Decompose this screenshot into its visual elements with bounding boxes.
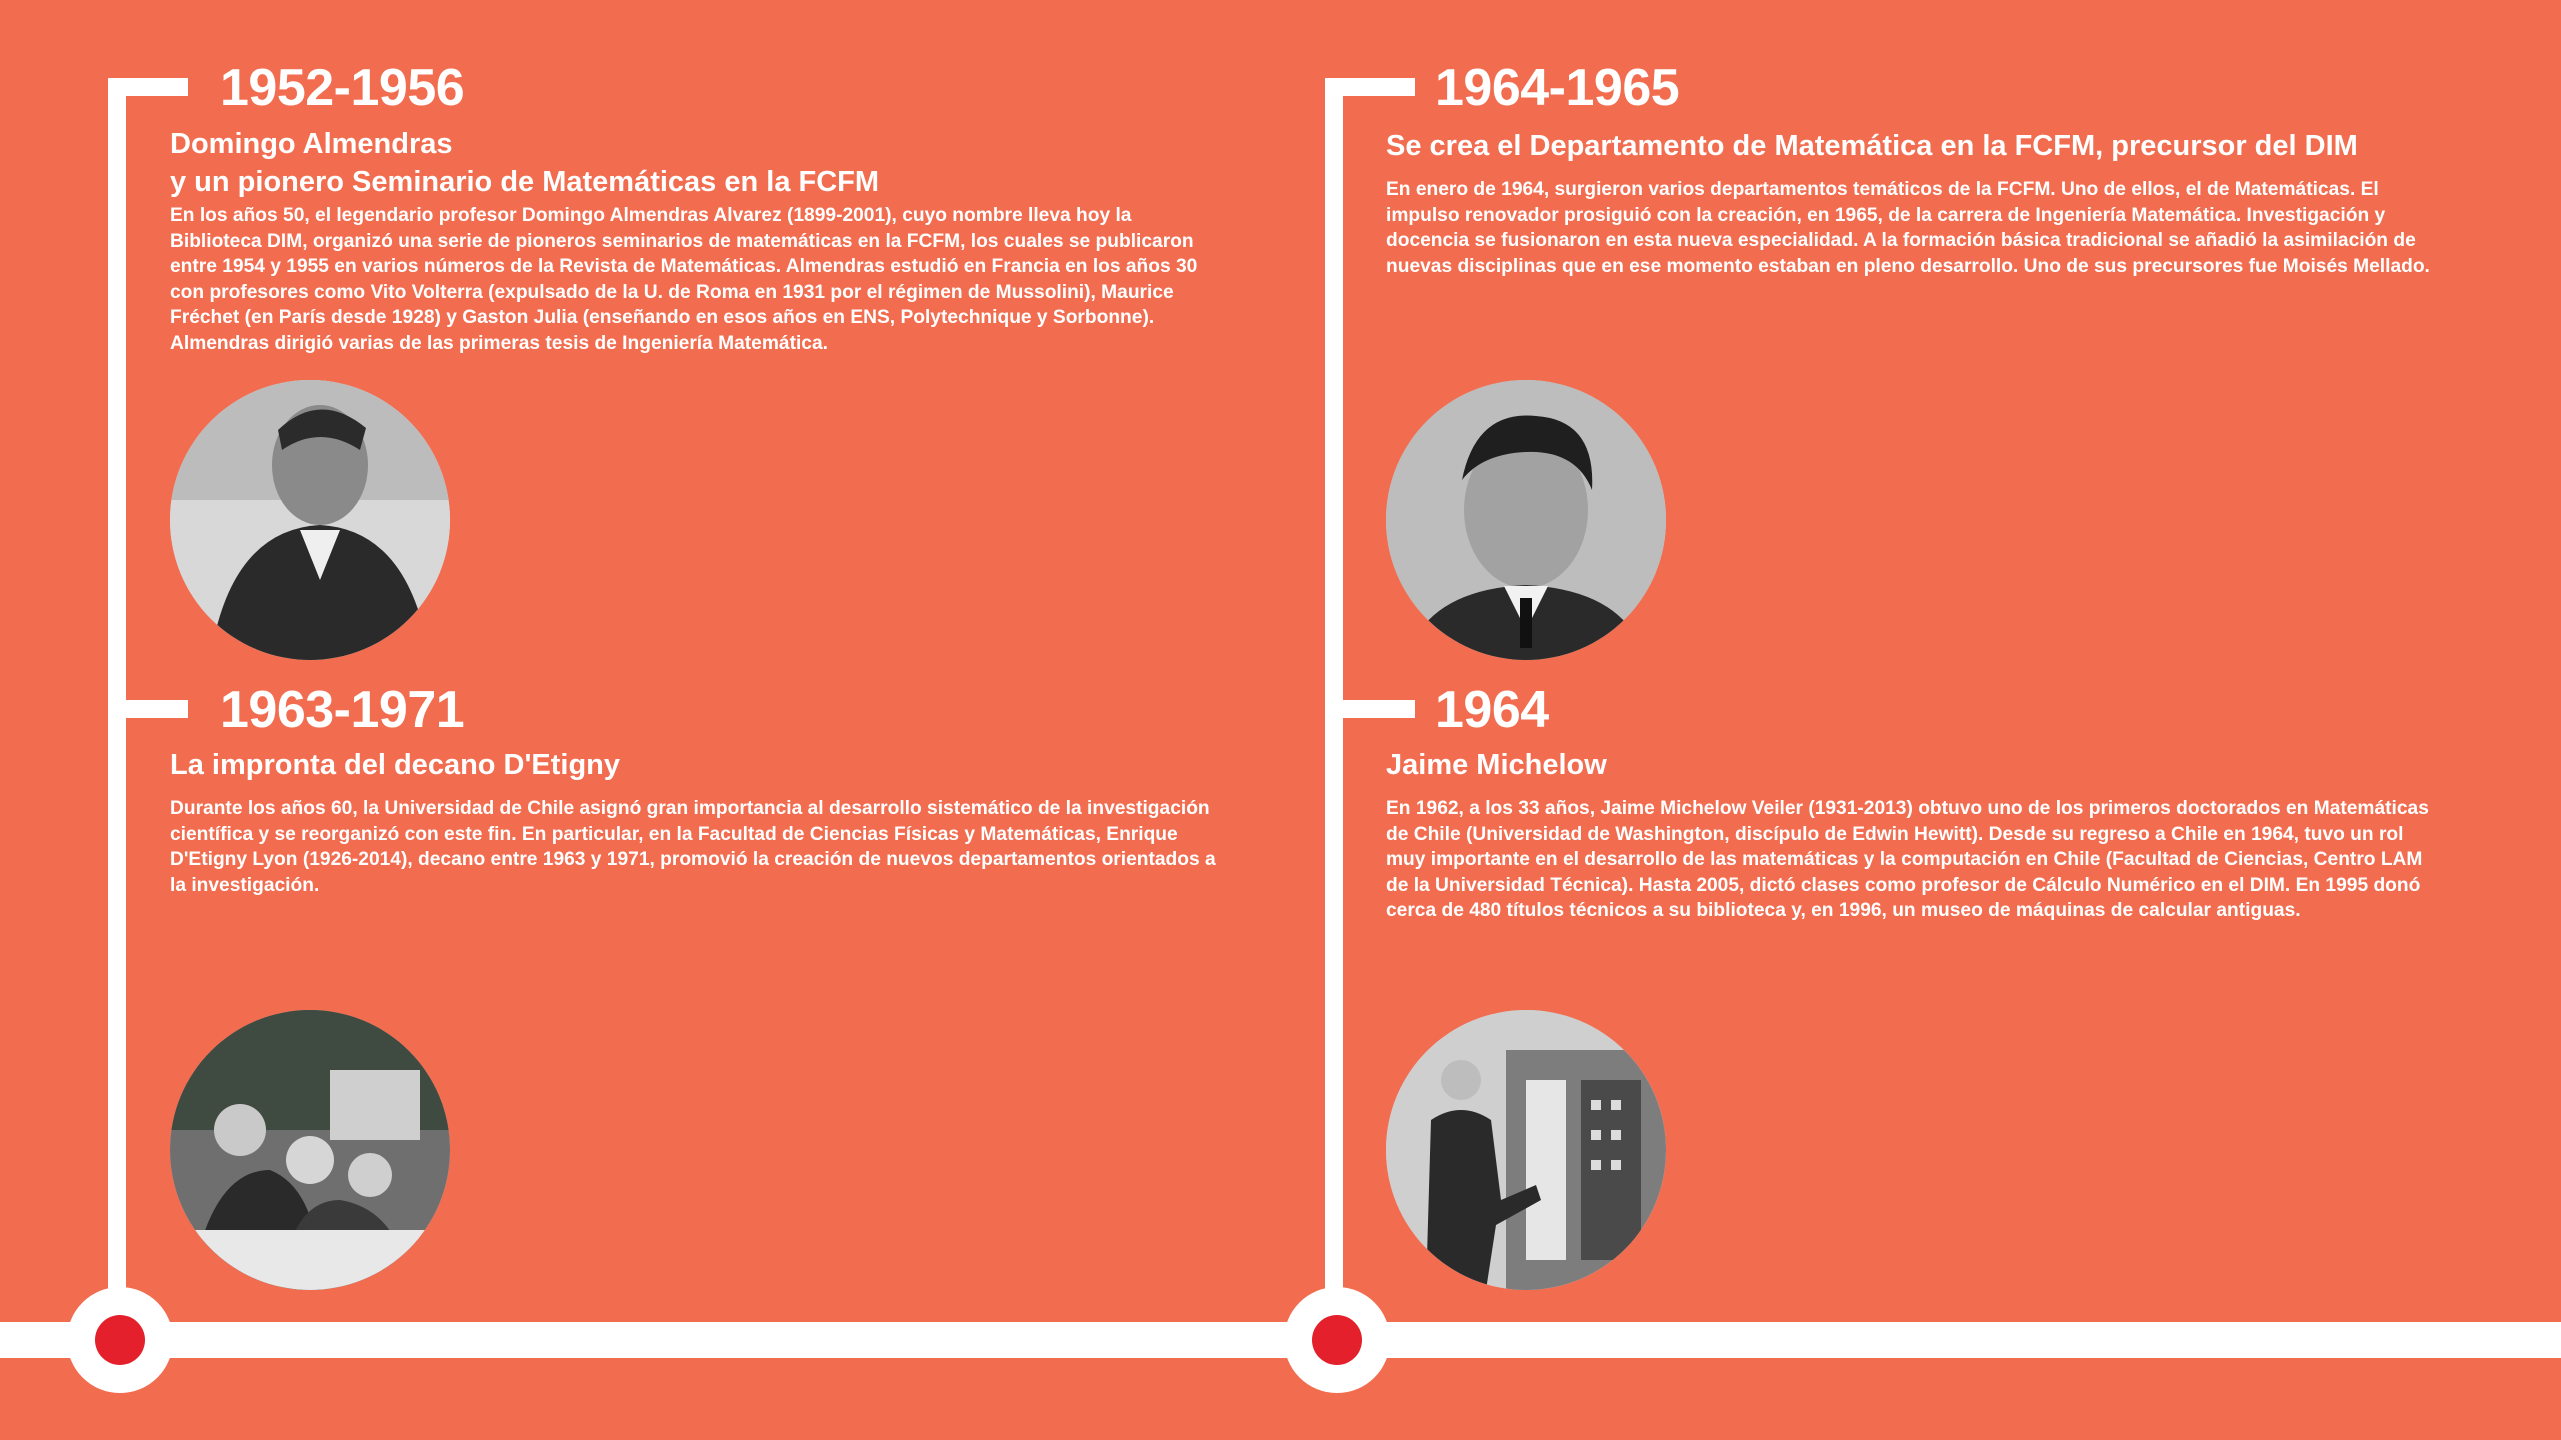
section-year: 1963-1971 [220,681,465,739]
timeline-tick-left-1 [108,78,188,96]
photo-domingo-almendras [170,380,450,660]
timeline-node-right [1284,1287,1390,1393]
timeline-tick-right-1 [1325,78,1415,96]
timeline-section-1952 [170,125,1220,357]
photo-moises-mellado [1386,380,1666,660]
section-title-line: La impronta del decano D'Etigny [170,749,621,781]
timeline-node-dot [95,1315,145,1365]
timeline-section-1963 [170,746,1220,898]
section-title-line: Se crea el Departamento de Matemática en la FCFM, precursor del DIM [1386,130,2358,162]
section-title-line: y un pionero Seminario de Matemáticas en la FCFM [170,166,880,198]
timeline-section-1964 [1386,746,2436,924]
portrait-photo-icon [1386,380,1666,660]
section-title-line: Domingo Almendras [170,128,453,160]
section-year: 1964-1965 [1435,59,1680,117]
timeline-axis [0,1322,2561,1358]
section-body: En los años 50, el legendario profesor Domingo Almendras Alvarez (1899-2001), cuyo nombre lleva hoy la Biblioteca DIM, organizó una serie de pioneros seminarios de matemáticas en la FCFM, los cuales se publicaron entre 1954 y 1955 en varios números de la Revista de Matemáticas. Almendras estudió en Francia en los años 30 con profesores como Vito Volterra (expulsado de la U. de Roma en 1931 por el régimen de Mussolini), Maurice Fréchet (en París desde 1928) y Gaston Julia (enseñando en esos años en ENS, Polytechnique y Sorbonne). Almendras dirigió varias de las primeras tesis de Ingeniería Matemática. [170,205,1198,354]
photo-jaime-michelow [1386,1010,1666,1290]
section-body: En 1962, a los 33 años, Jaime Michelow Veiler (1931-2013) obtuvo uno de los primeros doctorados en Matemáticas de Chile (Universidad de Washington, discípulo de Edwin Hewitt). Desde su regreso a Chile en 1964, tuvo un rol muy importante en el desarrollo de las matemáticas y la computación en Chile (Facultad de Ciencias, Centro LAM de la Universidad Técnica). Hasta 2005, dictó clases como profesor de Cálculo Numérico en el DIM. En 1995 donó cerca de 480 títulos técnicos a su biblioteca y, en 1996, un museo de máquinas de calcular antiguas. [1386,798,2429,922]
timeline-section-1964-1965 [1386,127,2436,279]
section-body: En enero de 1964, surgieron varios departamentos temáticos de la FCFM. Uno de ellos, el de Matemáticas. El impulso renovador prosiguió con la creación, en 1965, de la carrera de Ingeniería Matemática. Investigación y docencia se fusionaron en esta nueva especialidad. A la formación básica tradicional se añadió la asimilación de nuevas disciplinas que en ese momento estaban en pleno desarrollo. Uno de sus precursores fue Moisés Mellado. [1386,179,2430,277]
computer-machine-photo-icon [1386,1010,1666,1290]
section-body: Durante los años 60, la Universidad de Chile asignó gran importancia al desarrollo sistemático de la investigación científica y se reorganizó con este fin. En particular, en la Facultad de Ciencias Físicas y Matemáticas, Enrique D'Etigny Lyon (1926-2014), decano entre 1963 y 1971, promovió la creación de nuevos departamentos orientados a la investigación. [170,798,1216,896]
section-year: 1964 [1435,681,1549,739]
section-title-line: Jaime Michelow [1386,749,1607,781]
section-year: 1952-1956 [220,59,465,117]
photo-detigny-meeting [170,1010,450,1290]
timeline-tick-right-2 [1325,700,1415,718]
timeline-node-left [67,1287,173,1393]
portrait-photo-icon [170,380,450,660]
timeline-node-dot [1312,1315,1362,1365]
group-meeting-photo-icon [170,1010,450,1290]
timeline-tick-left-2 [108,700,188,718]
